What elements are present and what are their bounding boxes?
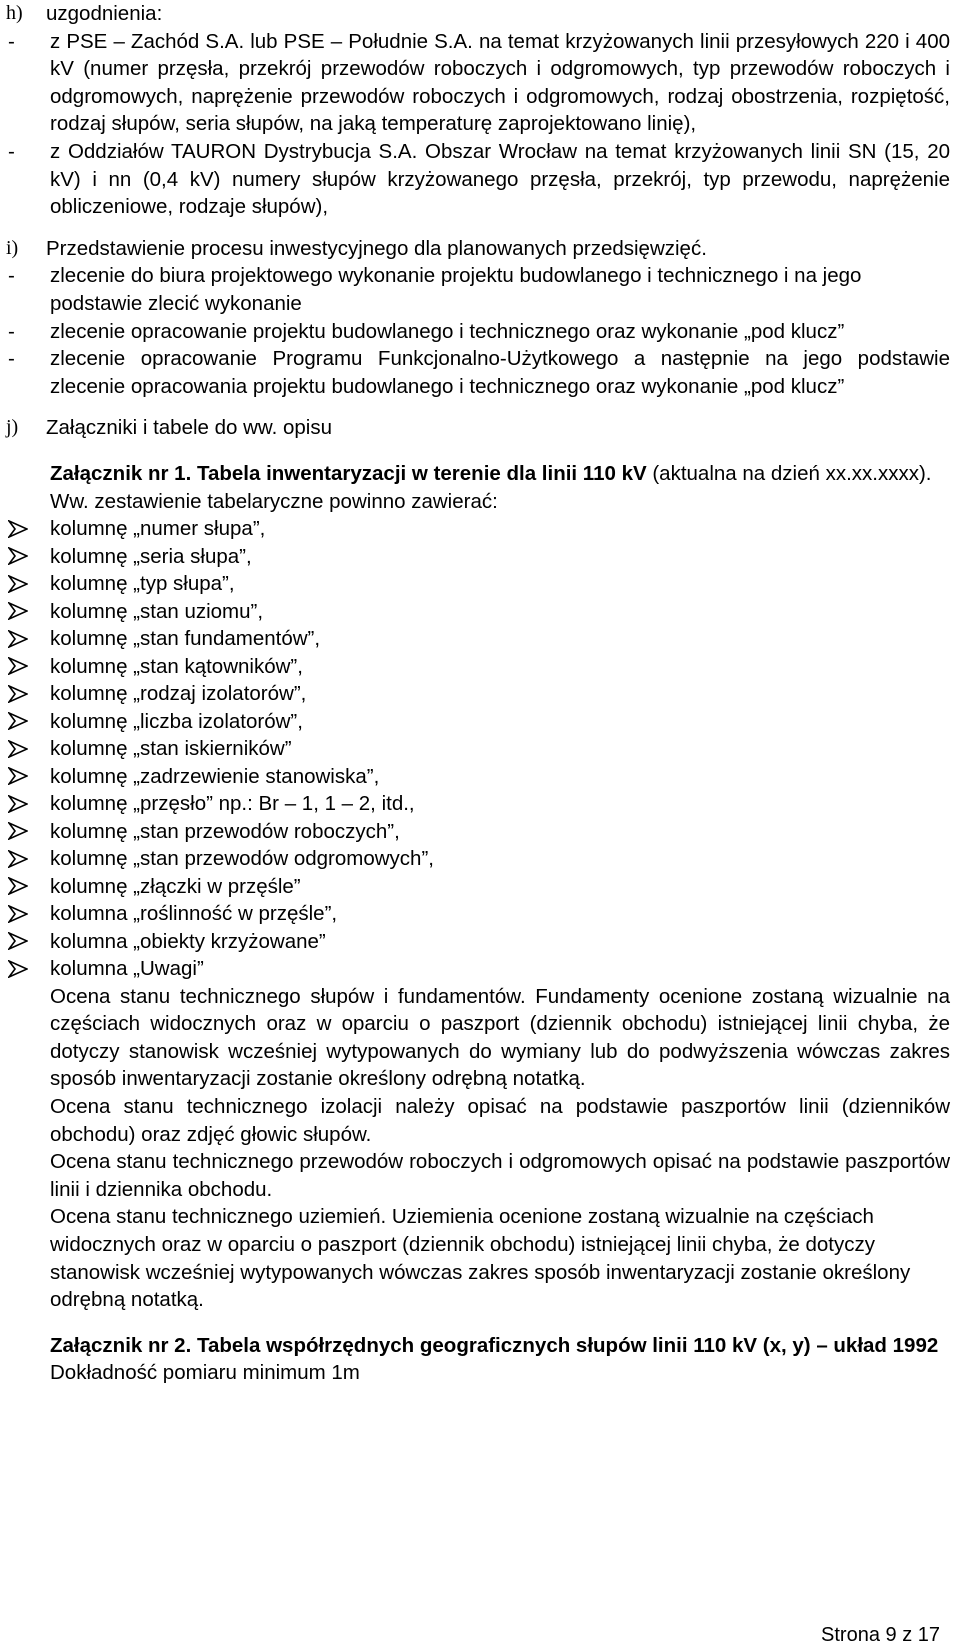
- section-i-item: [6, 262, 950, 317]
- attachment1-bullet-text: kolumna „roślinność w przęśle”,: [50, 902, 338, 926]
- section-i-item-text: zlecenie opracowanie Programu Funkcjonalno-Użytkowego a następnie na jego podstawie zlecenie opracowania projektu budowlanego i technicznego oraz wykonanie „pod klucz”: [50, 347, 950, 398]
- section-i-item: [6, 318, 950, 346]
- section-i-item: [6, 345, 950, 400]
- attachment1-paragraph: Ocena stanu technicznego uziemień. Uziemienia ocenione zostaną wizualnie na częściach widocznych oraz w oparciu o paszport (dziennik obchodu) istniejącej linii chyba, że dotyczy stanowisk wcześniej wytypowanych wówczas zakres sposób inwentaryzacji zostanie określony odrębną notatką.: [50, 1205, 911, 1312]
- section-h-item: [6, 138, 950, 221]
- attachment1-bullet-text: kolumnę „stan fundamentów”,: [50, 627, 321, 651]
- attachment1-intro: Ww. zestawienie tabelaryczne powinno zawierać:: [50, 489, 498, 513]
- section-i-heading: [6, 235, 950, 263]
- attachment1-bullet-text: kolumnę „stan kątowników”,: [50, 654, 303, 678]
- attachment1-bullet-item: [8, 790, 950, 818]
- section-h-label: h): [6, 2, 23, 24]
- attachment1-bullet-item: [8, 735, 950, 763]
- attachment1-bullet-text: kolumnę „stan przewodów roboczych”,: [50, 819, 400, 843]
- attachment1-bullet-item: [8, 598, 950, 626]
- attachment1-heading: [50, 460, 950, 488]
- section-i-label: i): [6, 236, 19, 259]
- attachment1-bullet-item: [8, 570, 950, 598]
- section-j-heading: [6, 414, 950, 442]
- attachment1-bullet-item: [8, 955, 950, 983]
- arrowhead-bullet-icon: [8, 795, 50, 813]
- arrowhead-bullet-icon: [8, 905, 50, 923]
- arrowhead-bullet-icon: [8, 850, 50, 868]
- section-h-item: [6, 28, 950, 138]
- attachment1-bullet-text: kolumna „Uwagi”: [50, 957, 204, 981]
- attachment1-paragraph: Ocena stanu technicznego słupów i fundamentów. Fundamenty ocenione zostaną wizualnie na częściach widocznych oraz w oparciu o paszport (dziennik obchodu) istniejącej linii chyba, że dotyczy stanowisk wcześniej wytypowanych do wymiany lub do podwyższenia wówczas zakres sposób inwentaryzacji zostanie określony odrębną notatką.: [50, 984, 950, 1091]
- arrowhead-bullet-icon: [8, 575, 50, 593]
- attachment1-heading-bold: Załącznik nr 1. Tabela inwentaryzacji w terenie dla linii 110 kV: [50, 461, 647, 485]
- section-i-title: Przedstawienie procesu inwestycyjnego dla planowanych przedsięwzięć.: [46, 236, 707, 260]
- attachment1-bullet-item: [8, 900, 950, 928]
- attachment1-bullet-text: kolumnę „przęsło” np.: Br – 1, 1 – 2, itd.,: [50, 792, 415, 816]
- arrowhead-bullet-icon: [8, 822, 50, 840]
- dash-marker: -: [8, 319, 15, 343]
- attachment1-bullet-text: kolumnę „rodzaj izolatorów”,: [50, 682, 307, 706]
- attachment1-bullet-item: [8, 653, 950, 681]
- attachment1-bullet-text: kolumnę „złączki w przęśle”: [50, 874, 301, 898]
- attachment1-bullet-text: kolumnę „numer słupa”,: [50, 517, 266, 541]
- attachment2-note: Dokładność pomiaru minimum 1m: [50, 1361, 360, 1385]
- page-number: Strona 9 z 17: [821, 1624, 940, 1646]
- attachment1-bullet-item: [8, 625, 950, 653]
- attachment1-bullet-item: [8, 708, 950, 736]
- arrowhead-bullet-icon: [8, 712, 50, 730]
- section-h-item-text: z PSE – Zachód S.A. lub PSE – Południe S.A. na temat krzyżowanych linii przesyłowych 220 i 400 kV (numer przęsła, przekrój przewodów roboczych i odgromowych, typ przewodów roboczych i odgromowych, naprężenie przewodów roboczych i odgromowych, rodzaj obostrzenia, rozpiętość, rodzaj słupów, seria słupów, na jaką temperaturę zaprojektowano linię),: [50, 29, 950, 136]
- attachment1-bullet-item: [8, 873, 950, 901]
- attachment1-bullet-text: kolumnę „seria słupa”,: [50, 544, 252, 568]
- section-h-title: uzgodnienia:: [46, 2, 163, 25]
- arrowhead-bullet-icon: [8, 767, 50, 785]
- attachment1-bullet-item: [8, 680, 950, 708]
- attachment1-bullet-item: [8, 845, 950, 873]
- document-page: [6, 0, 950, 1387]
- arrowhead-bullet-icon: [8, 602, 50, 620]
- attachment1-paragraph: Ocena stanu technicznego izolacji należy opisać na podstawie paszportów linii (dzienników obchodu) oraz zdjęć głowic słupów.: [50, 1094, 950, 1146]
- arrowhead-bullet-icon: [8, 630, 50, 648]
- attachment1-bullet-text: kolumnę „liczba izolatorów”,: [50, 709, 303, 733]
- section-h-item-text: z Oddziałów TAURON Dystrybucja S.A. Obszar Wrocław na temat krzyżowanych linii SN (15, 20 kV) i nn (0,4 kV) numery słupów krzyżowanego przęsła, przekrój, typ przewodu, naprężenie obliczeniowe, rodzaje słupów),: [50, 139, 950, 219]
- section-i-item-text: zlecenie do biura projektowego wykonanie projektu budowlanego i technicznego i na jego podstawie zlecić wykonanie: [50, 264, 862, 315]
- dash-marker: -: [8, 347, 15, 371]
- dash-marker: -: [8, 264, 15, 288]
- attachment1-bullet-text: kolumna „obiekty krzyżowane”: [50, 929, 326, 953]
- section-j-title: Załączniki i tabele do ww. opisu: [46, 416, 333, 440]
- arrowhead-bullet-icon: [8, 932, 50, 950]
- attachment1-bullet-item: [8, 928, 950, 956]
- attachment1-bullet-text: kolumnę „zadrzewienie stanowiska”,: [50, 764, 380, 788]
- attachment1-paragraph: Ocena stanu technicznego przewodów roboczych i odgromowych opisać na podstawie paszportów linii i dziennika obchodu.: [50, 1150, 950, 1201]
- arrowhead-bullet-icon: [8, 877, 50, 895]
- arrowhead-bullet-icon: [8, 547, 50, 565]
- attachment1-bullet-text: kolumnę „stan przewodów odgromowych”,: [50, 847, 434, 871]
- section-h-heading: [6, 0, 950, 28]
- section-j-label: j): [6, 416, 19, 439]
- dash-marker: -: [8, 139, 15, 163]
- attachment1-bullet-text: kolumnę „stan iskierników”: [50, 737, 292, 761]
- arrowhead-bullet-icon: [8, 740, 50, 758]
- attachment1-bullet-text: kolumnę „stan uziomu”,: [50, 599, 264, 623]
- arrowhead-bullet-icon: [8, 960, 50, 978]
- arrowhead-bullet-icon: [8, 520, 50, 538]
- attachment1-bullet-list: [8, 515, 950, 983]
- attachment1-heading-rest: (aktualna na dzień xx.xx.xxxx).: [646, 461, 932, 485]
- dash-marker: -: [8, 29, 15, 53]
- arrowhead-bullet-icon: [8, 657, 50, 675]
- attachment1-bullet-item: [8, 818, 950, 846]
- attachment1-bullet-text: kolumnę „typ słupa”,: [50, 572, 235, 596]
- attachment2-heading: Załącznik nr 2. Tabela współrzędnych geograficznych słupów linii 110 kV (x, y) – układ 1992: [50, 1333, 939, 1357]
- section-i-item-text: zlecenie opracowanie projektu budowlanego i technicznego oraz wykonanie „pod klucz”: [50, 319, 845, 343]
- arrowhead-bullet-icon: [8, 685, 50, 703]
- attachment1-bullet-item: [8, 763, 950, 791]
- attachment1-bullet-item: [8, 515, 950, 543]
- attachment1-bullet-item: [8, 543, 950, 571]
